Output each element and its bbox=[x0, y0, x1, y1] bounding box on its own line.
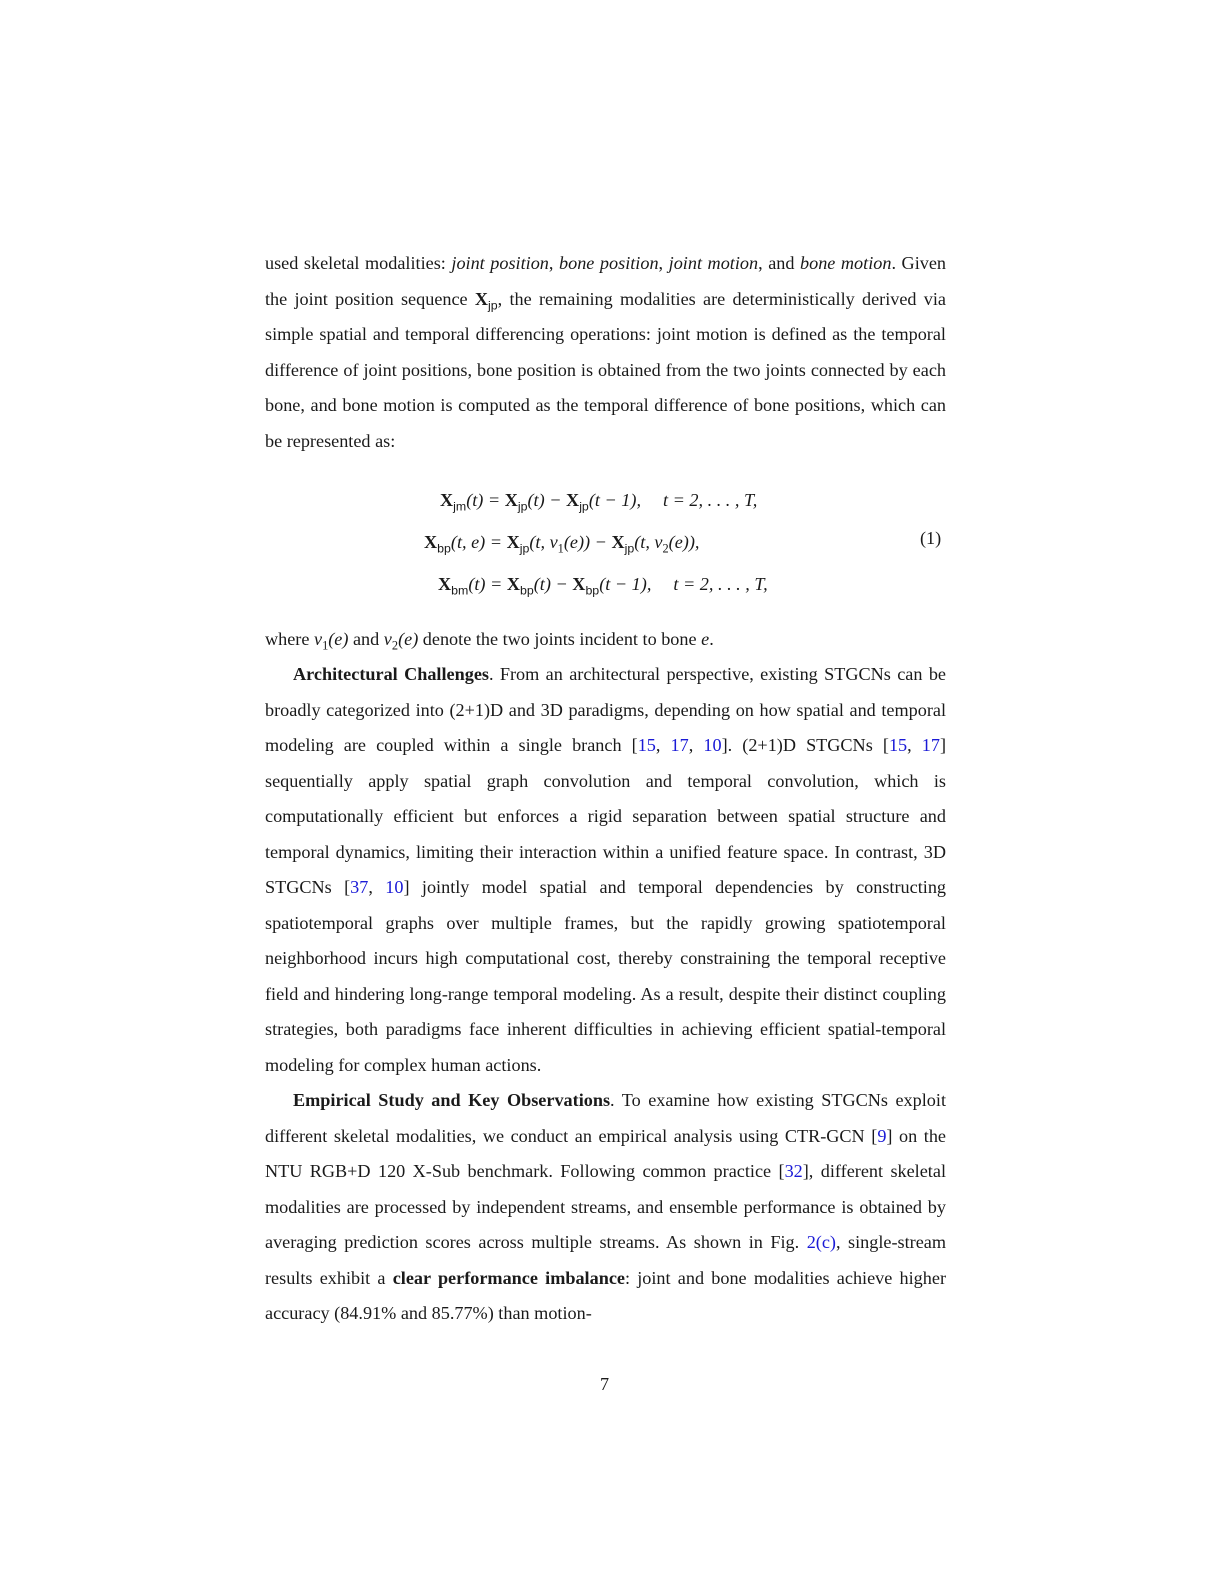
text: , bbox=[655, 735, 671, 755]
figure-link[interactable]: 2(c) bbox=[806, 1232, 836, 1252]
symbol-e: e bbox=[701, 629, 710, 649]
text: , bbox=[548, 253, 560, 273]
symbol-X: X bbox=[506, 574, 520, 594]
term-bone-position: bone position bbox=[559, 253, 659, 273]
text: . Given the joint position sequence bbox=[265, 253, 947, 309]
eq-text: (t, e) = bbox=[450, 532, 507, 552]
symbol-X: X bbox=[611, 532, 625, 552]
equation-line-bone-position bbox=[424, 530, 699, 554]
citation-link[interactable]: 37 bbox=[350, 877, 369, 897]
text: , bbox=[368, 877, 386, 897]
term-bone-motion: bone motion bbox=[800, 253, 892, 273]
text: , bbox=[658, 253, 669, 273]
subscript: bm bbox=[451, 583, 469, 598]
text: . bbox=[709, 629, 714, 649]
text: used skeletal modalities: bbox=[265, 253, 452, 273]
citation-link[interactable]: 32 bbox=[784, 1161, 803, 1181]
symbol-v: v bbox=[313, 629, 323, 649]
symbol-e: (e) bbox=[398, 629, 419, 649]
subscript: 1 bbox=[322, 638, 329, 653]
subscript: jm bbox=[453, 499, 467, 514]
symbol-X: X bbox=[474, 288, 489, 309]
subscript: 2 bbox=[391, 638, 399, 653]
text: . From an architectural perspective, existing STGCNs can be broadly categorized into (2+1)D and 3D paradigms, depending on how spatial and temporal modeling are coupled within a single branch [ bbox=[265, 664, 946, 755]
subscript: 1 bbox=[557, 541, 564, 556]
citation-link[interactable]: 17 bbox=[921, 735, 940, 755]
section-heading: Architectural Challenges bbox=[293, 664, 489, 684]
subscript: bp bbox=[585, 583, 600, 598]
equation-number: (1) bbox=[920, 528, 942, 548]
text: ], different skeletal modalities are processed by independent streams, and ensemble performance is obtained by averaging prediction scores across multiple streams. As shown in Fig. bbox=[265, 1161, 946, 1252]
citation-link[interactable]: 10 bbox=[385, 877, 404, 897]
subscript: 2 bbox=[662, 541, 669, 556]
subscript: jp bbox=[579, 499, 589, 514]
symbol-X: X bbox=[438, 574, 452, 594]
symbol-e: (e) bbox=[328, 629, 349, 649]
citation-link[interactable]: 9 bbox=[877, 1125, 887, 1146]
subscript: bp bbox=[437, 541, 451, 556]
eq-text: (e)) − bbox=[563, 532, 612, 552]
eq-condition: t = 2, . . . , T, bbox=[663, 490, 758, 510]
paragraph-modalities bbox=[265, 246, 946, 459]
citation-link[interactable]: 10 bbox=[703, 735, 722, 755]
term-joint-motion: joint motion bbox=[668, 253, 759, 273]
paragraph-where bbox=[265, 622, 946, 658]
eq-text: (t, v bbox=[529, 532, 558, 552]
eq-text: (t) = bbox=[466, 490, 505, 510]
eq-text: (t) − bbox=[533, 574, 573, 594]
text: and bbox=[348, 629, 384, 649]
citation-link[interactable]: 15 bbox=[888, 735, 908, 755]
subscript: jp bbox=[519, 541, 530, 556]
text: , bbox=[688, 735, 704, 755]
text: . To examine how existing STGCNs exploit different skeletal modalities, we conduct an empirical analysis using CTR-GCN [ bbox=[265, 1090, 946, 1146]
text: where bbox=[265, 629, 314, 649]
equation-line-joint-motion bbox=[440, 488, 757, 512]
equation-line-bone-motion bbox=[438, 572, 768, 596]
eq-text: (t − 1), bbox=[599, 574, 652, 594]
eq-condition: t = 2, . . . , T, bbox=[673, 574, 768, 594]
eq-text: (t) = bbox=[468, 574, 507, 594]
symbol-X: X bbox=[424, 532, 438, 552]
symbol-X: X bbox=[504, 490, 518, 510]
text: ] sequentially apply spatial graph convolution and temporal convolution, which is computationally efficient but enforces a rigid separation between spatial structure and temporal dynamics, limiting their interaction within a unified feature space. In contrast, 3D STGCNs [ bbox=[265, 735, 947, 897]
text: ] jointly model spatial and temporal dependencies by constructing spatiotemporal graphs over multiple frames, but the rapidly growing spatiotemporal neighborhood incurs high computational cost, thereby constraining the temporal receptive field and hindering long-range temporal modeling. As a result, despite their distinct coupling strategies, both paradigms face inherent difficulties in achieving efficient spatial-temporal modeling for complex human actions. bbox=[265, 877, 947, 1075]
term-joint-position: joint position bbox=[451, 253, 549, 273]
symbol-v: v bbox=[383, 629, 392, 649]
emphasis: clear performance imbalance bbox=[392, 1267, 625, 1288]
page-number: 7 bbox=[599, 1374, 610, 1394]
symbol-X: X bbox=[566, 490, 580, 510]
citation-link[interactable]: 15 bbox=[637, 735, 656, 755]
text: denote the two joints incident to bone bbox=[418, 629, 702, 649]
symbol-X: X bbox=[506, 532, 520, 552]
eq-text: (t − 1), bbox=[588, 490, 641, 510]
text: , single-stream results exhibit a bbox=[265, 1232, 946, 1288]
eq-text: (e)), bbox=[668, 532, 700, 552]
text: ] on the NTU RGB+D 120 X-Sub benchmark. Following common practice [ bbox=[265, 1125, 946, 1181]
paragraph-empirical-study bbox=[265, 1083, 946, 1332]
subscript: jp bbox=[517, 499, 528, 514]
eq-text: (t) − bbox=[527, 490, 567, 510]
eq-text: (t, v bbox=[634, 532, 663, 552]
citation-link[interactable]: 17 bbox=[670, 735, 689, 755]
symbol-X: X bbox=[572, 574, 586, 594]
text: : joint and bone modalities achieve higher accuracy (84.91% and 85.77%) than motion- bbox=[265, 1267, 946, 1323]
section-heading: Empirical Study and Key Observations bbox=[293, 1090, 611, 1110]
paragraph-architectural-challenges bbox=[265, 657, 946, 1083]
symbol-X: X bbox=[440, 490, 454, 510]
text: , the remaining modalities are deterministically derived via simple spatial and temporal differencing operations: joint motion is defined as the temporal difference of joint positions, bone position is obtained from the two joints connected by each bone, and bone motion is computed as the temporal difference of bone positions, which can be represented as: bbox=[265, 288, 947, 451]
text: ]. (2+1)D STGCNs [ bbox=[721, 735, 889, 755]
text: , bbox=[907, 735, 922, 755]
symbol-subscript: jp bbox=[488, 297, 498, 312]
subscript: bp bbox=[520, 583, 534, 598]
text: , and bbox=[758, 253, 801, 273]
subscript: jp bbox=[624, 541, 635, 556]
